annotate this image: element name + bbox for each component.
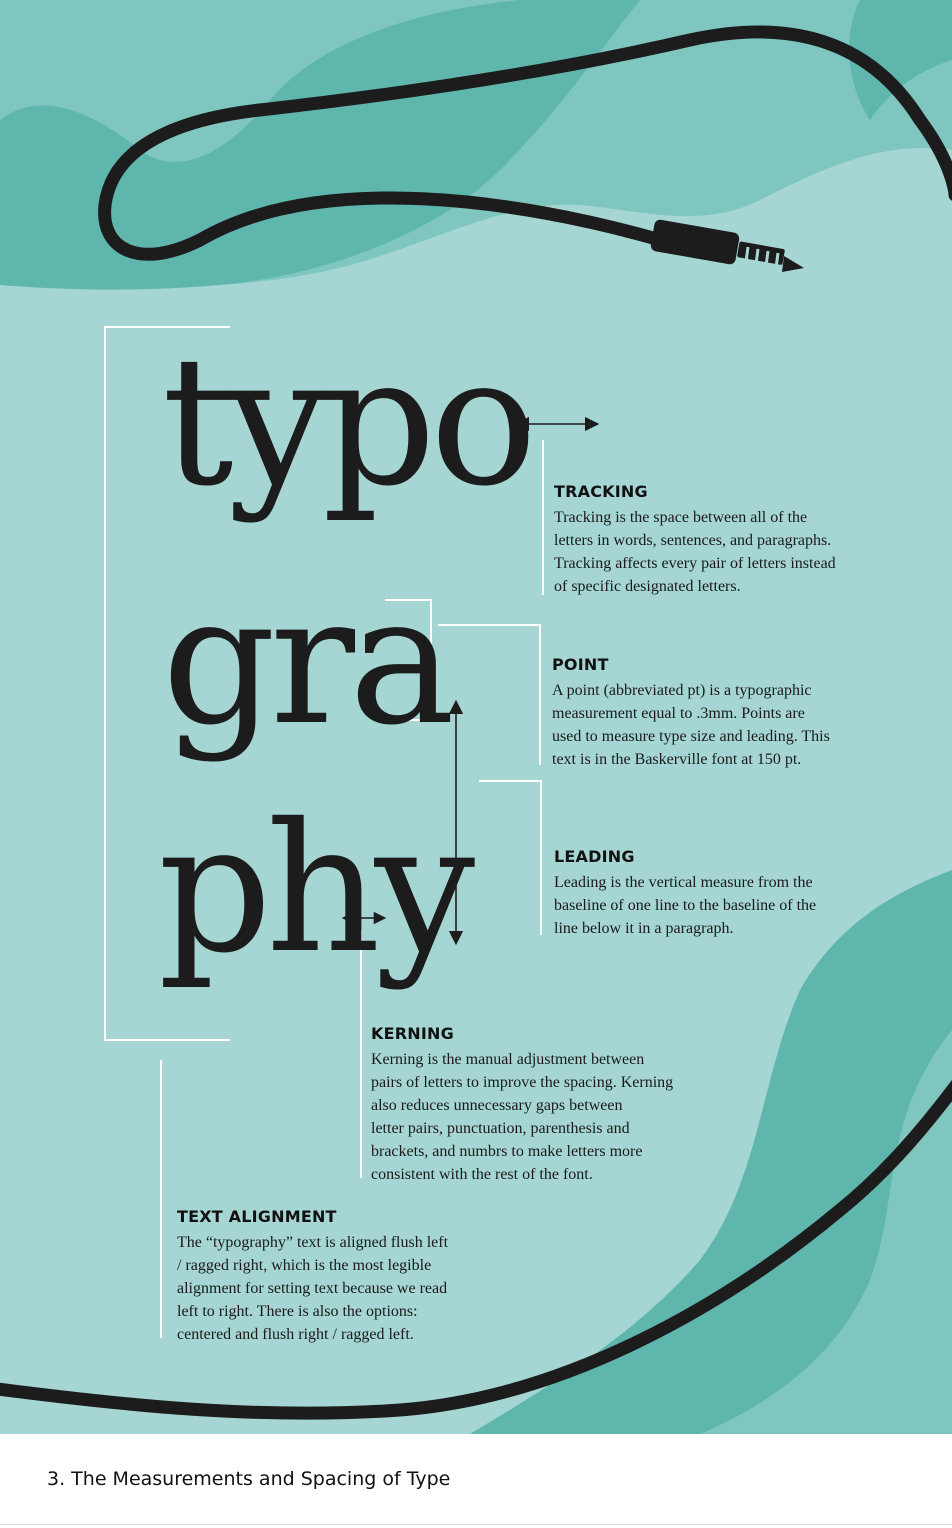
kerning-line: brackets, and numbrs to make letters more [371,1143,643,1160]
kerning-section [371,1024,721,1186]
text-alignment-line: alignment for setting text because we read [177,1280,448,1297]
text-alignment-line: / ragged right, which is the most legible [177,1257,432,1274]
leading-section [554,847,884,940]
kerning-line: consistent with the rest of the font. [371,1166,593,1183]
point-heading: POINT [552,655,609,674]
tracking-line: of specific designated letters. [554,578,741,595]
tracking-line: letters in words, sentences, and paragraphs. [554,532,832,549]
point-section [552,655,882,771]
leading-line: line below it in a paragraph. [554,920,734,937]
kerning-heading: KERNING [371,1024,454,1043]
tracking-line: Tracking affects every pair of letters instead [554,555,836,572]
display-word-typo: typo [162,318,532,525]
footer-divider [0,1524,952,1525]
text-alignment-section [177,1207,507,1346]
leading-heading: LEADING [554,847,635,866]
text-alignment-line: left to right. There is also the options: [177,1303,418,1320]
text-alignment-heading: TEXT ALIGNMENT [177,1207,337,1226]
kerning-line: Kerning is the manual adjustment between [371,1051,645,1068]
text-alignment-line: The “typography” text is aligned flush left [177,1234,449,1251]
point-line: A point (abbreviated pt) is a typographic [552,682,812,699]
tracking-section [554,482,884,598]
kerning-line: pairs of letters to improve the spacing. Kerning [371,1074,674,1091]
kerning-line: also reduces unnecessary gaps between [371,1097,623,1114]
tracking-line: Tracking is the space between all of the [554,509,808,526]
point-line: used to measure type size and leading. This [552,728,830,745]
leading-line: baseline of one line to the baseline of the [554,897,817,914]
leading-line: Leading is the vertical measure from the [554,874,813,891]
tracking-heading: TRACKING [554,482,648,501]
audio-jack-icon [650,219,804,272]
kerning-line: letter pairs, punctuation, parenthesis and [371,1120,630,1137]
point-line: measurement equal to .3mm. Points are [552,705,805,722]
point-line: text is in the Baskerville font at 150 pt. [552,751,802,768]
figure-caption: 3. The Measurements and Spacing of Type [47,1468,451,1490]
display-word-gra: gra [162,557,450,764]
text-alignment-line: centered and flush right / ragged left. [177,1326,414,1343]
display-word-phy: phy [158,785,470,992]
